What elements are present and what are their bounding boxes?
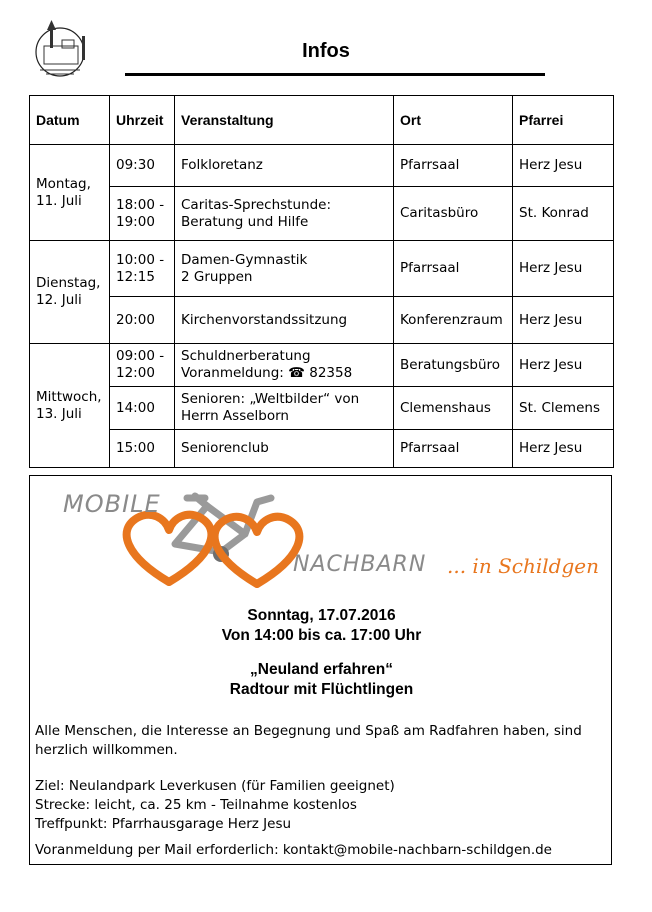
event-details: [35, 777, 605, 834]
column-header-event: Veranstaltung: [175, 96, 394, 145]
table-row: [30, 145, 614, 187]
event-cell: Damen-Gymnastik 2 Gruppen: [175, 241, 394, 297]
date-cell: Dienstag, 12. Juli: [30, 241, 110, 344]
table-row: [30, 387, 614, 430]
event-invite-text: Alle Menschen, die Interesse an Begegnung und Spaß am Radfahren haben, sind herzlich willkommen.: [35, 723, 582, 758]
parish-cell: St. Clemens: [513, 387, 614, 430]
title-divider: [125, 73, 545, 76]
place-cell: Pfarrsaal: [394, 145, 513, 187]
parish-cell: St. Konrad: [513, 187, 614, 241]
table-row: [30, 297, 614, 344]
column-header-date: Datum: [30, 96, 110, 145]
event-route: Strecke: leicht, ca. 25 km - Teilnahme kostenlos: [35, 797, 357, 813]
date-cell: Montag, 11. Juli: [30, 145, 110, 241]
column-header-time: Uhrzeit: [110, 96, 175, 145]
event-subtitle: Radtour mit Flüchtlingen: [229, 681, 414, 698]
event-title-block: [30, 660, 613, 700]
event-date-block: [30, 606, 613, 646]
banner-word-mobile: MOBILE: [63, 490, 161, 518]
column-header-parish: Pfarrei: [513, 96, 614, 145]
table-row: [30, 344, 614, 387]
event-meeting-point: Treffpunkt: Pfarrhausgarage Herz Jesu: [35, 816, 292, 832]
parish-cell: Herz Jesu: [513, 344, 614, 387]
banner-word-nachbarn: NACHBARN: [293, 552, 427, 577]
date-cell: Mittwoch, 13. Juli: [30, 344, 110, 468]
event-cell: Kirchenvorstandssitzung: [175, 297, 394, 344]
table-row: [30, 430, 614, 468]
parish-cell: Herz Jesu: [513, 430, 614, 468]
event-goal: Ziel: Neulandpark Leverkusen (für Familien geeignet): [35, 778, 395, 794]
time-cell: 15:00: [110, 430, 175, 468]
event-registration: Voranmeldung per Mail erforderlich: kontakt@mobile-nachbarn-schildgen.de: [35, 842, 552, 858]
event-cell: Seniorenclub: [175, 430, 394, 468]
event-schedule-table: [29, 95, 614, 468]
table-header-row: [30, 96, 614, 145]
time-cell: 18:00 - 19:00: [110, 187, 175, 241]
place-cell: Caritasbüro: [394, 187, 513, 241]
time-cell: 09:00 - 12:00: [110, 344, 175, 387]
parish-cell: Herz Jesu: [513, 241, 614, 297]
place-cell: Konferenzraum: [394, 297, 513, 344]
banner-word-schildgen: ... in Schildgen: [447, 554, 599, 578]
event-date: Sonntag, 17.07.2016: [247, 607, 396, 624]
mobile-nachbarn-banner: [45, 482, 605, 594]
event-cell: Schuldnerberatung Voranmeldung: ☎ 82358: [175, 344, 394, 387]
time-cell: 09:30: [110, 145, 175, 187]
table-row: [30, 241, 614, 297]
place-cell: Pfarrsaal: [394, 430, 513, 468]
column-header-place: Ort: [394, 96, 513, 145]
event-cell: Senioren: „Weltbilder“ von Herrn Asselborn: [175, 387, 394, 430]
page-title: Infos: [302, 40, 350, 62]
place-cell: Beratungsbüro: [394, 344, 513, 387]
parish-cell: Herz Jesu: [513, 297, 614, 344]
parish-cell: Herz Jesu: [513, 145, 614, 187]
event-cell: Folkloretanz: [175, 145, 394, 187]
event-title: „Neuland erfahren“: [250, 661, 393, 678]
time-cell: 20:00: [110, 297, 175, 344]
table-row: [30, 187, 614, 241]
event-time: Von 14:00 bis ca. 17:00 Uhr: [221, 627, 422, 644]
place-cell: Clemenshaus: [394, 387, 513, 430]
time-cell: 10:00 - 12:15: [110, 241, 175, 297]
event-info-box: [29, 475, 612, 865]
time-cell: 14:00: [110, 387, 175, 430]
event-cell: Caritas-Sprechstunde: Beratung und Hilfe: [175, 187, 394, 241]
place-cell: Pfarrsaal: [394, 241, 513, 297]
